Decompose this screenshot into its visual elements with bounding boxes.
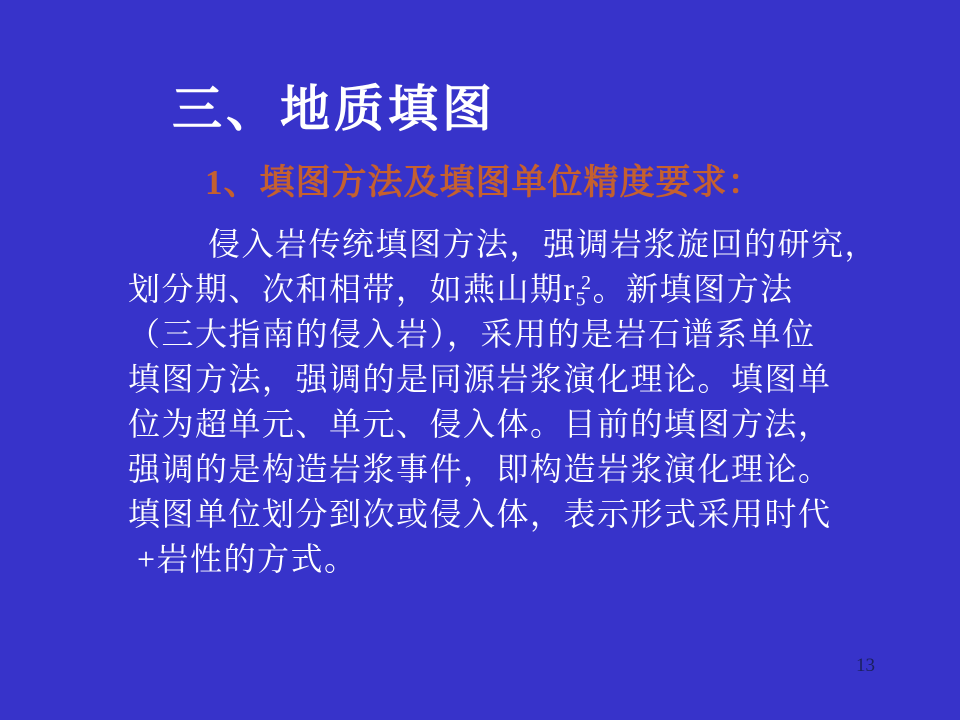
body-line-7: 填图单位划分到次或侵入体，表示形式采用时代	[128, 496, 832, 532]
body-line-1: 侵入岩传统填图方法，强调岩浆旋回的研究，	[208, 226, 879, 262]
body-line-2-post: 。新填图方法	[592, 271, 794, 307]
notation-base: r	[563, 271, 576, 307]
body-line-8: +岩性的方式。	[137, 541, 358, 577]
page-number: 13	[856, 655, 875, 676]
body-line-3: （三大指南的侵入岩），采用的是岩石谱系单位	[128, 316, 816, 352]
body-line-4: 填图方法，强调的是同源岩浆演化理论。填图单	[128, 361, 832, 397]
rock-unit-notation	[563, 271, 593, 311]
body-line-2	[128, 267, 868, 312]
body-line-2-pre: 划分期、次和相带，如燕山期	[128, 271, 564, 307]
slide-title: 三、地质填图	[172, 81, 496, 137]
body-paragraph	[128, 222, 879, 582]
body-line-6: 强调的是构造岩浆事件，即构造岩浆演化理论。	[128, 451, 832, 487]
notation-superscript: 2	[581, 272, 593, 295]
body-line-5: 位为超单元、单元、侵入体。目前的填图方法，	[128, 406, 832, 442]
notation-subscript: 5	[575, 288, 588, 311]
slide-subtitle: 1、填图方法及填图单位精度要求：	[205, 163, 764, 202]
